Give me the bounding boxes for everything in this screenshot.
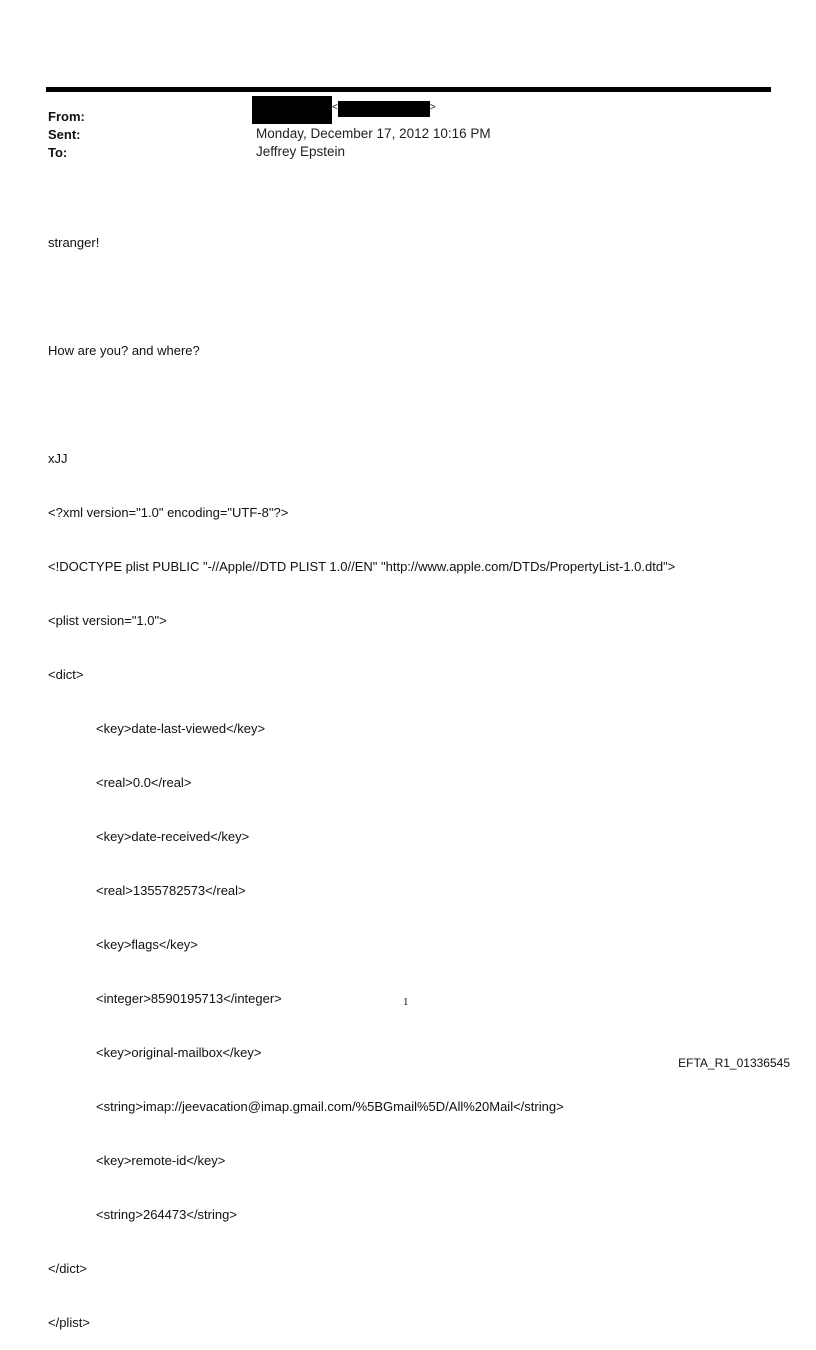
xml-line: <key>original-mailbox</key> — [96, 1045, 262, 1060]
to-value: Jeffrey Epstein — [256, 144, 346, 159]
redaction-box — [252, 96, 332, 124]
xml-line: <plist version="1.0"> — [48, 613, 167, 628]
xml-line: <string>imap://jeevacation@imap.gmail.com/%5BGmail%5D/All%20Mail</string> — [96, 1099, 564, 1114]
xml-line: <key>flags</key> — [96, 937, 198, 952]
email-body — [48, 198, 675, 1350]
sent-label: Sent: — [48, 127, 81, 142]
question: How are you? and where? — [48, 343, 200, 358]
xml-line: <real>1355782573</real> — [96, 883, 246, 898]
from-gt: > — [429, 102, 436, 113]
from-label: From: — [48, 109, 85, 124]
xml-line: </dict> — [48, 1261, 88, 1276]
xml-line: <key>date-received</key> — [96, 829, 250, 844]
to-label: To: — [48, 145, 68, 160]
xml-line: <key>date-last-viewed</key> — [96, 721, 266, 736]
xml-line: <integer>8590195713</integer> — [96, 991, 282, 1006]
xml-line: <?xml version="1.0" encoding="UTF-8"?> — [48, 505, 289, 520]
xml-line: </plist> — [48, 1315, 90, 1330]
xml-line: <key>remote-id</key> — [96, 1153, 226, 1168]
from-value — [252, 96, 436, 124]
xml-line: <dict> — [48, 667, 84, 682]
xml-line: <string>264473</string> — [96, 1207, 237, 1222]
page-number: 1 — [403, 996, 409, 1008]
blank-line — [48, 396, 675, 414]
from-lt: < — [332, 102, 338, 113]
greeting: stranger! — [48, 235, 100, 250]
xml-line: <real>0.0</real> — [96, 775, 192, 790]
header-rule — [46, 87, 771, 92]
redaction-box — [338, 101, 430, 117]
signoff: xJJ — [48, 451, 68, 466]
xml-line: <!DOCTYPE plist PUBLIC "-//Apple//DTD PLIST 1.0//EN" "http://www.apple.com/DTDs/PropertyList-1.0.dtd"> — [48, 559, 676, 574]
bates-number: EFTA_R1_01336545 — [678, 1056, 790, 1070]
sent-value: Monday, December 17, 2012 10:16 PM — [256, 126, 491, 141]
blank-line — [48, 288, 675, 306]
